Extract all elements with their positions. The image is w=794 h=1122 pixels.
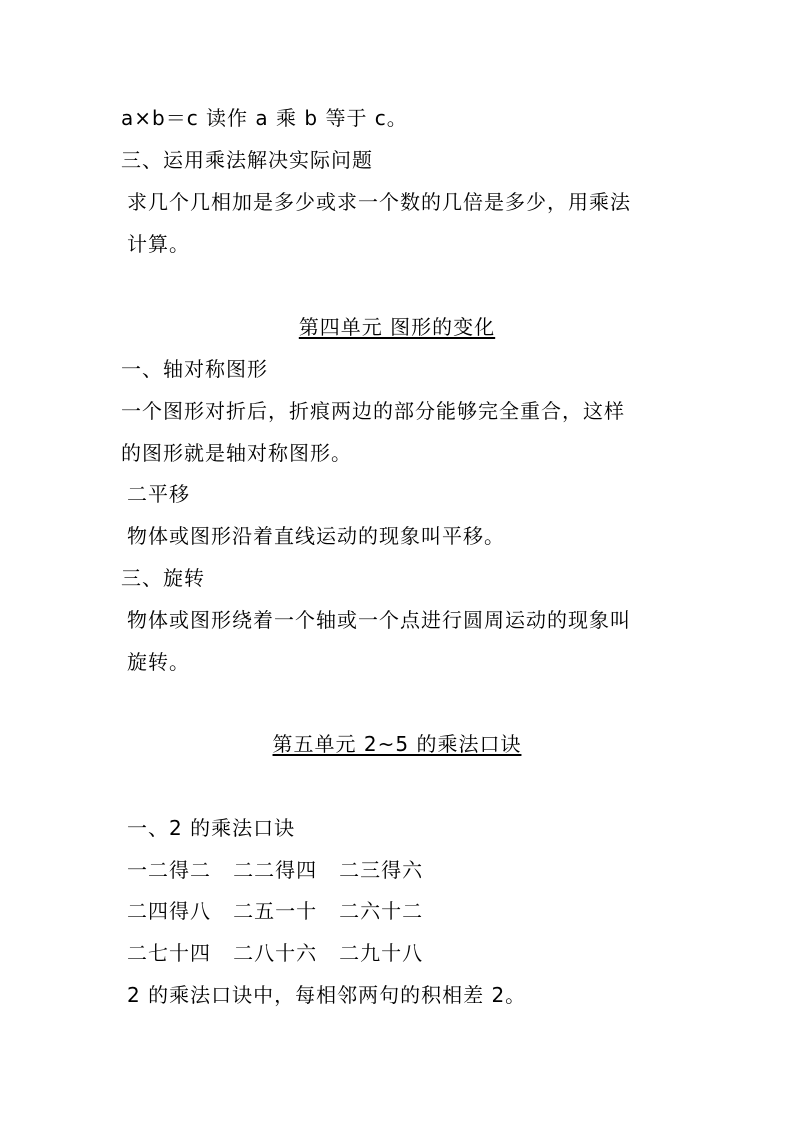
paragraph-line: 一个图形对折后，折痕两边的部分能够完全重合，这样 (121, 399, 625, 423)
unit4-title: 第四单元 图形的变化 (298, 315, 496, 339)
formula-reading: a×b＝c 读作 a 乘 b 等于 c。 (121, 106, 408, 130)
paragraph-line: 求几个几相加是多少或求一个数的几倍是多少，用乘法 (127, 190, 631, 214)
paragraph-line: 2 的乘法口诀中，每相邻两句的积相差 2。 (127, 983, 527, 1007)
section-heading-rotation: 三、旋转 (121, 566, 205, 590)
unit5-title: 第五单元 2~5 的乘法口诀 (272, 732, 522, 756)
paragraph-line: 物体或图形沿着直线运动的现象叫平移。 (127, 524, 505, 548)
rhyme-row: 二七十四 二八十六 二九十八 (127, 941, 424, 965)
section-heading-axial-symmetry: 一、轴对称图形 (121, 357, 268, 381)
section-heading-translation: 二平移 (127, 482, 190, 506)
paragraph-line: 的图形就是轴对称图形。 (121, 441, 352, 465)
paragraph-line: 物体或图形绕着一个轴或一个点进行圆周运动的现象叫 (127, 608, 631, 632)
paragraph-line: 旋转。 (127, 650, 190, 674)
rhyme-row: 一二得二 二二得四 二三得六 (127, 858, 424, 882)
unit-title (0, 730, 794, 758)
section-heading-times-two: 一、2 的乘法口诀 (127, 816, 296, 840)
rhyme-row: 二四得八 二五一十 二六十二 (127, 899, 424, 923)
paragraph-line: 计算。 (127, 232, 190, 256)
section-heading-apply-multiplication: 三、运用乘法解决实际问题 (121, 148, 373, 172)
unit-title (0, 313, 794, 341)
